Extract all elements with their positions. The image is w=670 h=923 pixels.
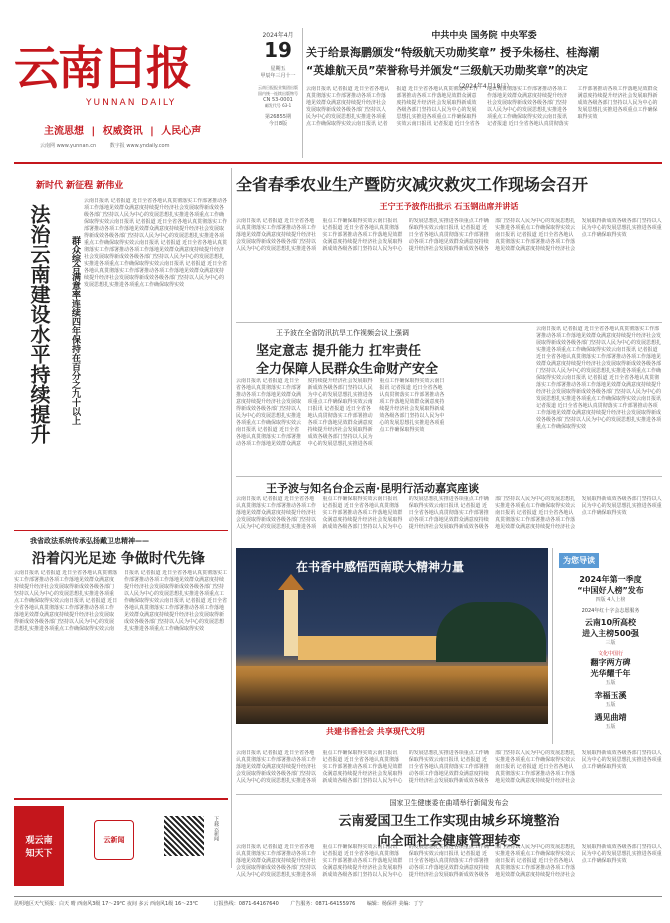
logo-english: YUNNAN DAILY — [86, 98, 177, 108]
lunar-date: 甲辰年三月十一 — [260, 73, 296, 79]
download-label: 下载云新闻 — [213, 816, 219, 841]
section-tag: 新时代 新征程 新伟业 — [36, 181, 124, 191]
date-month: 2024年4月 — [262, 32, 294, 39]
date-column — [258, 30, 298, 150]
footer-weather: 昆明地区天气预报：白天 晴 西南风3级 17～29℃ 夜间 多云 西南风1级 16～23℃ — [14, 901, 199, 907]
main-headline: 全省春季农业生产暨防灾减灾救灾工作现场会召开 — [236, 175, 589, 194]
sidebar — [552, 548, 662, 744]
slogans: 主流思想 | 权威资讯 | 人民心声 — [44, 126, 202, 137]
sidebar-item-4[interactable] — [559, 650, 662, 686]
main-body — [236, 218, 662, 318]
taiwan-headline: 王予波与知名台企云南·昆明行活动嘉宾座谈 — [266, 482, 480, 495]
top-news-body — [306, 86, 662, 152]
sidebar-item-1[interactable] — [559, 574, 662, 603]
sidebar-item-7[interactable] — [559, 712, 662, 730]
app-name: 云新闻 — [103, 836, 125, 844]
flood-kicker: 王予波在全省防汛抗旱工作视频会议上强调 — [276, 329, 409, 337]
sidebar-item-3[interactable] — [559, 617, 662, 646]
left-subhead: 群众综合满意率连续四年保持在百分之九十以上 — [70, 236, 80, 425]
sidebar-item-2-title: 2024年红十字会志愿服务 — [581, 608, 640, 614]
sidebar-item-7-title: 遇见曲靖 — [594, 713, 627, 722]
top-news — [306, 28, 662, 158]
bottom-label-2: 知天下 — [25, 849, 53, 859]
taiwan-body — [236, 496, 662, 542]
sidebar-item-3-title: 云南10所高校 — [584, 618, 637, 627]
digital-label: 数字报 www.yndaily.com — [109, 143, 170, 149]
health-kicker: 国家卫生健康委在曲靖举行新闻发布会 — [389, 799, 509, 807]
footer-editor: 编辑：杨保祥 美编：丁宁 — [366, 901, 424, 907]
left-section2-kicker: 我省政法系统传承弘扬戴卫忠精神—— — [30, 537, 149, 545]
sidebar-item-5-note: 五版 — [605, 680, 616, 686]
sidebar-item-7-note: 五版 — [605, 724, 616, 730]
health-headline-2: 向全面社会健康管理转变 — [377, 834, 521, 849]
left-story-body — [84, 198, 228, 528]
building-shape — [298, 636, 458, 660]
publisher-line-1: 云南日报报业集团出版 — [258, 85, 298, 90]
left-headline: 法治云南建设水平持续提升 — [27, 204, 51, 444]
sidebar-item-5-title: 翻字两方碑 — [590, 658, 631, 667]
photo-story — [236, 548, 548, 748]
bottom-box — [14, 798, 228, 890]
sidebar-item-1-title: 2024年第一季度 — [579, 575, 642, 584]
date-day: 19 — [264, 38, 292, 62]
sidebar-item-1-note: 四版 4人上榜 — [595, 597, 626, 603]
bottom-label-1: 观云南 — [25, 836, 53, 846]
slogan-1: 主流思想 — [44, 126, 84, 137]
sidebar-item-6-note: 五版 — [605, 702, 616, 708]
health-body — [236, 844, 662, 892]
top-news-kicker: 中共中央 国务院 中央军委 — [431, 31, 537, 41]
left-section2-headline: 沿着闪光足迹 争做时代先锋 — [32, 551, 205, 567]
sidebar-item-6-title: 幸福玉溪 — [594, 691, 627, 700]
photo-banner: 共建书香社会 共享现代文明 — [326, 727, 425, 736]
publisher-line-3: CN 53-0001 — [263, 97, 293, 103]
footer-ad-phone: 广告服务：0871-64155976 — [290, 901, 356, 907]
top-news-headline-1: 关于给景海鹏颁发“特级航天功勋奖章” 授予朱杨柱、桂海潮 — [306, 46, 600, 59]
slogan-3: 人民心声 — [161, 126, 202, 137]
masthead — [14, 40, 254, 160]
publisher-line-2: 国内统一连续出版物号 — [258, 91, 298, 96]
flood-headline-1: 坚定意志 提升能力 扛牢责任 — [256, 344, 422, 359]
health-story — [236, 798, 662, 894]
left-section2-body — [14, 570, 228, 800]
sidebar-item-4-title: 文化中国行 — [597, 651, 623, 657]
logo: 云南日报 — [14, 41, 190, 95]
flood-body-left — [236, 378, 446, 470]
sidebar-item-6[interactable] — [559, 690, 662, 708]
sidebar-item-3-note: 三版 — [605, 640, 616, 646]
bottom-box-label — [14, 806, 64, 886]
main-subhead: 王宁王予波作出批示 石玉钢出席并讲话 — [379, 202, 519, 211]
flood-story — [236, 326, 662, 476]
publisher-line-4: 邮发代号 63-1 — [264, 103, 292, 108]
page-count: 今日8版 — [268, 121, 288, 127]
left-column — [14, 170, 228, 690]
sidebar-item-2[interactable] — [559, 607, 662, 614]
photo-caption-title: 在书香中感悟西南联大精神力量 — [296, 560, 465, 574]
slogan-2: 权威资讯 — [102, 126, 143, 137]
photo-story-body — [236, 750, 662, 792]
tower-shape — [284, 588, 298, 656]
issue-no: 第26855期 — [265, 114, 291, 120]
flood-body-right — [536, 326, 662, 470]
water-reflection — [236, 666, 548, 706]
taiwan-story — [236, 478, 662, 542]
sidebar-item-5-title2: 光华耀千年 — [590, 669, 631, 678]
tree-shape — [436, 602, 546, 662]
photo — [236, 548, 548, 724]
sidebar-item-3-title2: 进入主榜500强 — [582, 629, 639, 638]
weekday: 星期五 — [270, 66, 286, 72]
top-news-dateline: （2024年4月18日） — [455, 83, 513, 90]
tower-roof — [278, 574, 304, 590]
app-logo[interactable] — [94, 820, 134, 860]
footer — [14, 900, 662, 914]
website-row — [40, 142, 169, 149]
website-label: 云南网 www.yunnan.cn — [40, 143, 97, 149]
sidebar-tag: 为您导读 — [559, 553, 599, 568]
footer-phone: 订报热线：0871-64167640 — [213, 901, 279, 907]
flood-headline-2: 全力保障人民群众生命财产安全 — [256, 362, 439, 377]
top-news-headline-2: “英雄航天员”荣誉称号并颁发“三级航天功勋奖章”的决定 — [306, 64, 588, 77]
main-story — [236, 172, 662, 322]
health-headline-1: 云南爱国卫生工作实现由城乡环境整治 — [338, 814, 560, 829]
sidebar-item-1-title2: “中国好人榜”发布 — [577, 586, 644, 595]
qr-code[interactable] — [164, 816, 204, 856]
